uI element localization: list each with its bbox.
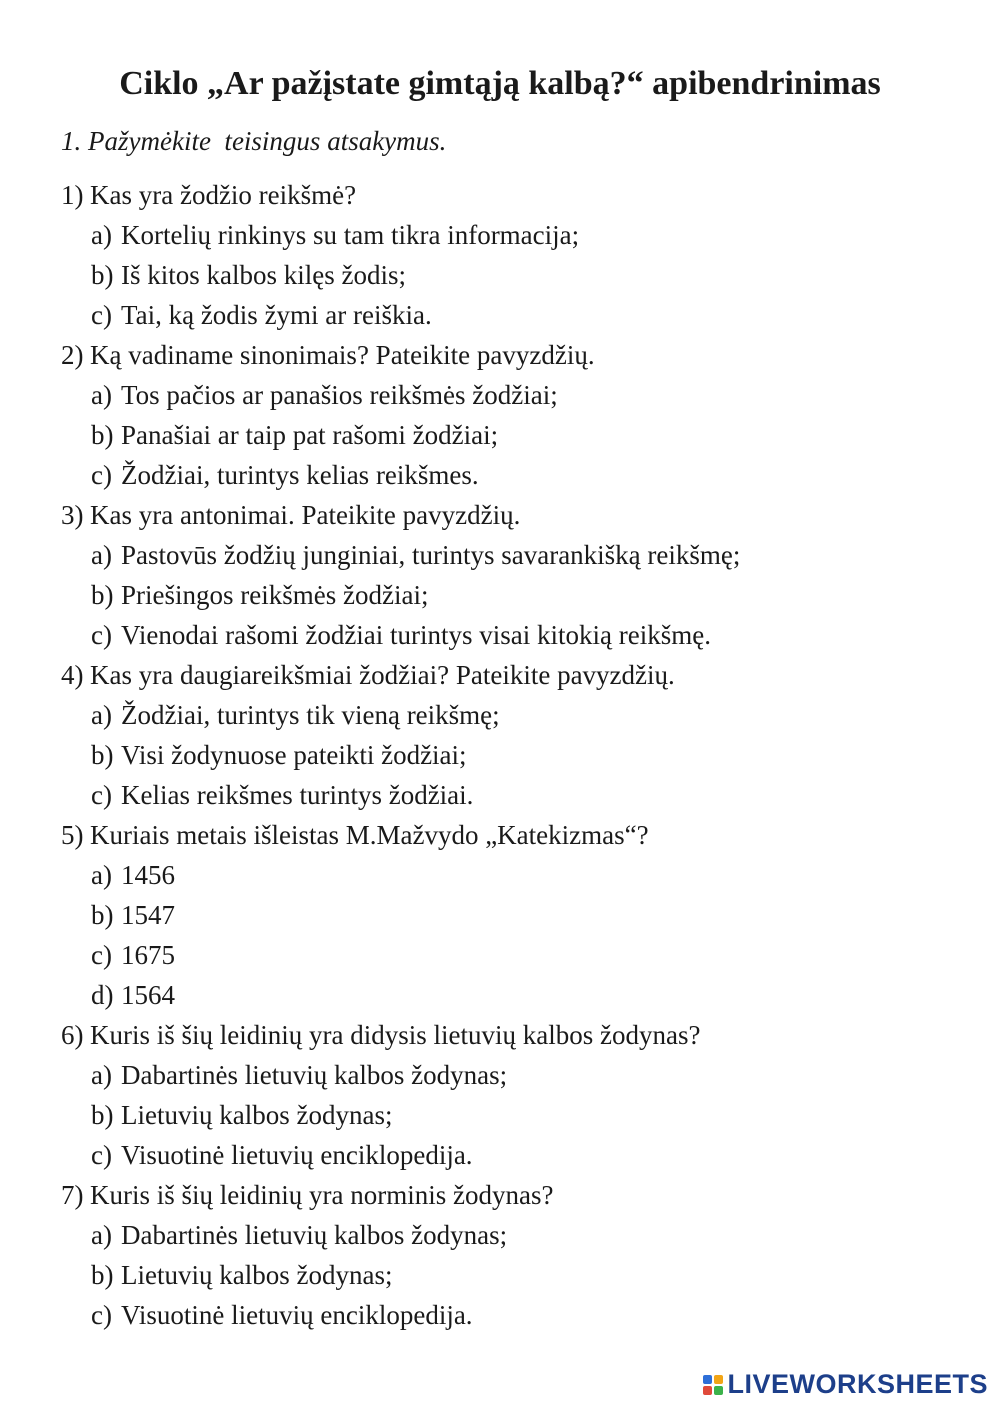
option-letter: b) — [91, 580, 114, 610]
answer-option[interactable] — [61, 855, 961, 895]
instruction: 1. Pažymėkite teisingus atsakymus. — [61, 126, 447, 156]
answer-option[interactable] — [61, 295, 961, 335]
option-letter: c) — [91, 780, 112, 810]
option-letter: c) — [91, 940, 112, 970]
option-letter: b) — [91, 1260, 114, 1290]
question-6 — [61, 1015, 961, 1055]
answer-option[interactable] — [61, 255, 961, 295]
answer-option[interactable] — [61, 575, 961, 615]
option-text: Lietuvių kalbos žodynas; — [121, 1100, 393, 1130]
option-text: Vienodai rašomi žodžiai turintys visai kitokią reikšmę. — [121, 620, 711, 650]
option-letter: c) — [91, 1300, 112, 1330]
answer-option[interactable] — [61, 535, 961, 575]
option-letter: c) — [91, 460, 112, 490]
question-3 — [61, 495, 961, 535]
answer-option[interactable] — [61, 695, 961, 735]
question-text: Kuris iš šių leidinių yra didysis lietuvių kalbos žodynas? — [90, 1020, 701, 1050]
option-text: Tai, ką žodis žymi ar reiškia. — [121, 300, 432, 330]
question-text: Kas yra žodžio reikšmė? — [90, 180, 357, 210]
question-number: 3) — [61, 500, 84, 530]
option-letter: a) — [91, 860, 112, 890]
option-text: Kortelių rinkinys su tam tikra informacija; — [121, 220, 580, 250]
option-letter: a) — [91, 1220, 112, 1250]
option-text: Panašiai ar taip pat rašomi žodžiai; — [121, 420, 499, 450]
option-letter: a) — [91, 380, 112, 410]
answer-option[interactable] — [61, 1135, 961, 1175]
option-text: Žodžiai, turintys tik vieną reikšmę; — [121, 700, 500, 730]
option-letter: a) — [91, 1060, 112, 1090]
answer-option[interactable] — [61, 415, 961, 455]
question-2 — [61, 335, 961, 375]
answer-option[interactable] — [61, 975, 961, 1015]
option-text: 1564 — [121, 980, 175, 1010]
option-letter: c) — [91, 1140, 112, 1170]
option-letter: a) — [91, 700, 112, 730]
question-text: Kas yra antonimai. Pateikite pavyzdžių. — [90, 500, 521, 530]
question-5 — [61, 815, 961, 855]
option-text: Visi žodynuose pateikti žodžiai; — [121, 740, 467, 770]
option-text: Iš kitos kalbos kilęs žodis; — [121, 260, 406, 290]
question-1 — [61, 175, 961, 215]
option-letter: a) — [91, 220, 112, 250]
brand-name: LIVEWORKSHEETS — [727, 1369, 988, 1399]
option-text: 1456 — [121, 860, 175, 890]
answer-option[interactable] — [61, 615, 961, 655]
option-letter: c) — [91, 620, 112, 650]
option-letter: b) — [91, 900, 114, 930]
option-text: Tos pačios ar panašios reikšmės žodžiai; — [121, 380, 558, 410]
answer-option[interactable] — [61, 895, 961, 935]
answer-option[interactable] — [61, 1255, 961, 1295]
option-letter: b) — [91, 260, 114, 290]
option-text: Žodžiai, turintys kelias reikšmes. — [121, 460, 479, 490]
option-text: Visuotinė lietuvių enciklopedija. — [121, 1300, 473, 1330]
option-letter: c) — [91, 300, 112, 330]
option-text: 1547 — [121, 900, 175, 930]
answer-option[interactable] — [61, 1055, 961, 1095]
answer-option[interactable] — [61, 1095, 961, 1135]
option-text: Dabartinės lietuvių kalbos žodynas; — [121, 1060, 508, 1090]
question-7 — [61, 1175, 961, 1215]
question-text: Kas yra daugiareikšmiai žodžiai? Pateikite pavyzdžių. — [90, 660, 675, 690]
page-title: Ciklo „Ar pažįstate gimtąją kalbą?“ apibendrinimas — [119, 65, 881, 102]
option-letter: d) — [91, 980, 114, 1010]
answer-option[interactable] — [61, 215, 961, 255]
question-number: 6) — [61, 1020, 84, 1050]
option-text: Kelias reikšmes turintys žodžiai. — [121, 780, 474, 810]
answer-option[interactable] — [61, 455, 961, 495]
answer-option[interactable] — [61, 1295, 961, 1335]
option-text: Pastovūs žodžių junginiai, turintys savarankišką reikšmę; — [121, 540, 741, 570]
question-number: 7) — [61, 1180, 84, 1210]
question-number: 1) — [61, 180, 84, 210]
option-letter: b) — [91, 420, 114, 450]
answer-option[interactable] — [61, 735, 961, 775]
option-text: Dabartinės lietuvių kalbos žodynas; — [121, 1220, 508, 1250]
option-text: 1675 — [121, 940, 175, 970]
option-text: Priešingos reikšmės žodžiai; — [121, 580, 429, 610]
question-number: 2) — [61, 340, 84, 370]
answer-option[interactable] — [61, 1215, 961, 1255]
option-letter: a) — [91, 540, 112, 570]
question-text: Kuris iš šių leidinių yra norminis žodynas? — [90, 1180, 554, 1210]
answer-option[interactable] — [61, 375, 961, 415]
question-text: Kuriais metais išleistas M.Mažvydo „Katekizmas“? — [90, 820, 649, 850]
answer-option[interactable] — [61, 775, 961, 815]
answer-option[interactable] — [61, 935, 961, 975]
liveworksheets-logo-icon — [703, 1375, 723, 1395]
option-text: Lietuvių kalbos žodynas; — [121, 1260, 393, 1290]
question-list — [61, 175, 961, 1335]
option-text: Visuotinė lietuvių enciklopedija. — [121, 1140, 473, 1170]
question-4 — [61, 655, 961, 695]
option-letter: b) — [91, 740, 114, 770]
question-text: Ką vadiname sinonimais? Pateikite pavyzdžių. — [90, 340, 595, 370]
question-number: 4) — [61, 660, 84, 690]
question-number: 5) — [61, 820, 84, 850]
option-letter: b) — [91, 1100, 114, 1130]
footer-brand[interactable] — [703, 1369, 988, 1400]
